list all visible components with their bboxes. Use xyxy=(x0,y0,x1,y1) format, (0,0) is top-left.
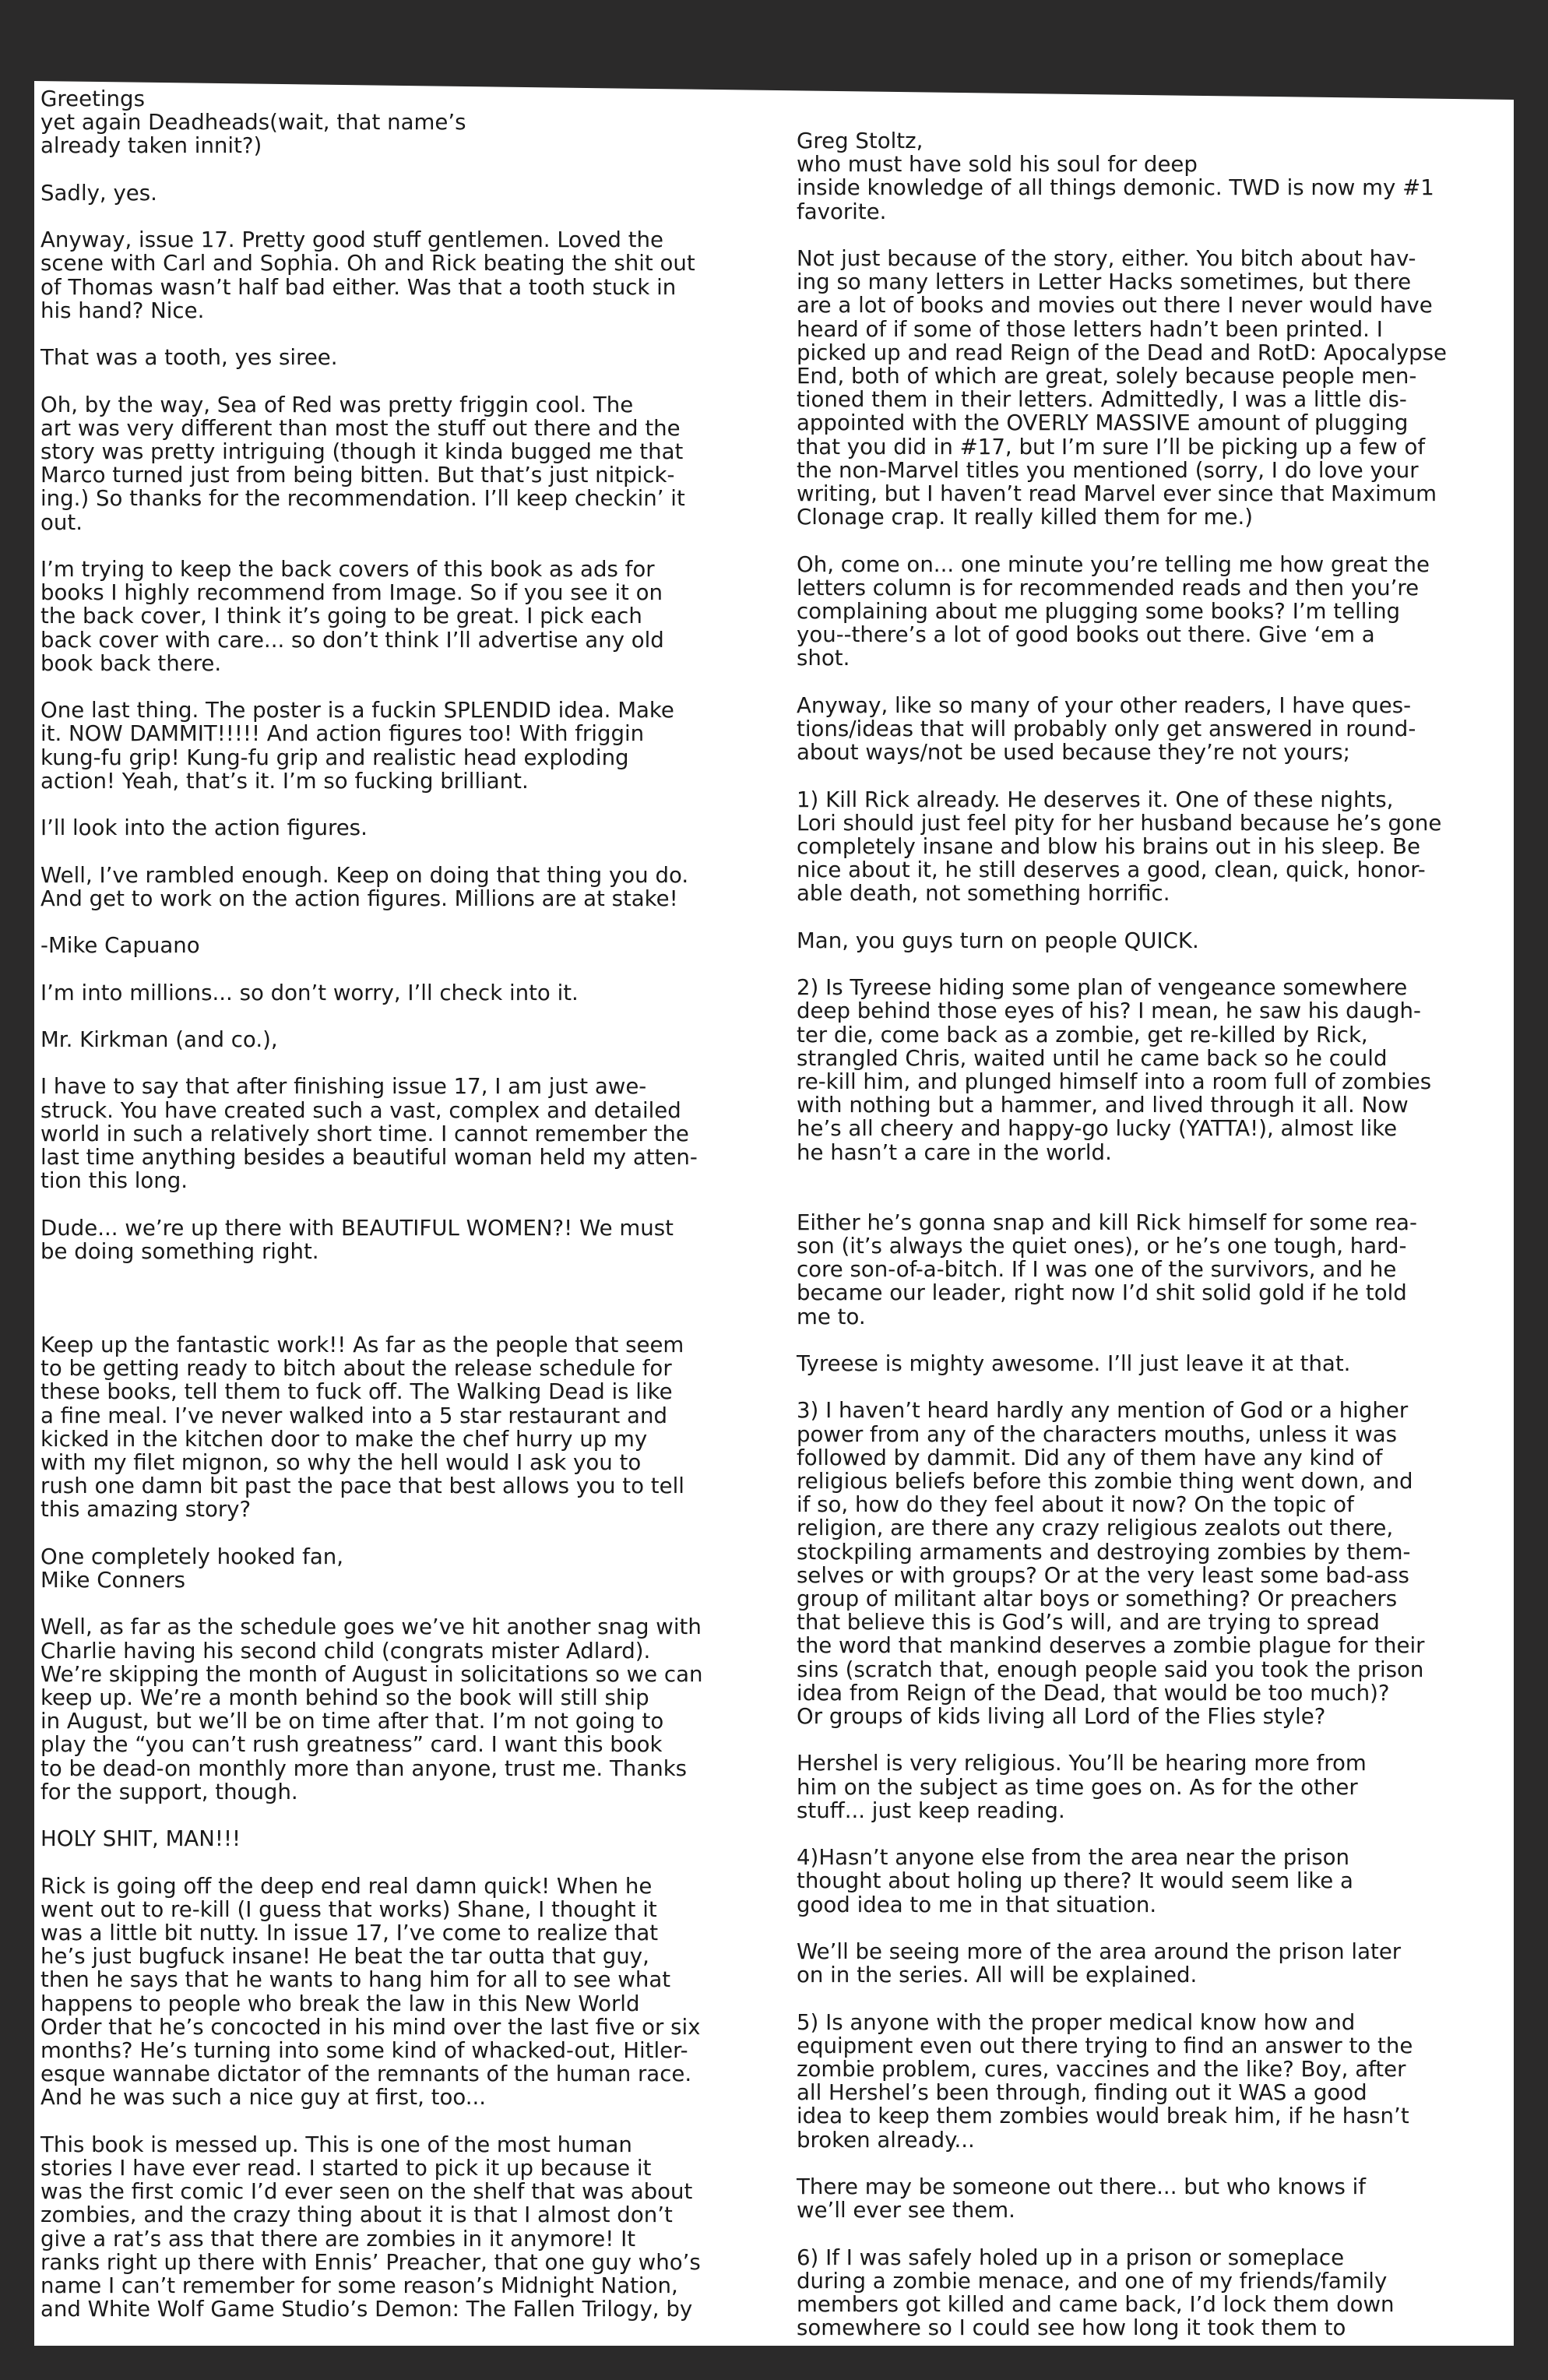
letter-paragraph: One last thing. The poster is a fuckin SPLENDID idea. Make it. NOW DAMMIT!!!!! And action figures too! With friggin kung-fu grip! Kung-fu grip and realistic head exploding action! Yeah, that’s it. I’m so fucking brilliant. xyxy=(40,697,674,794)
editor-reply: There may be someone out there... but who knows if we’ll ever see them. xyxy=(797,2174,1366,2223)
letter-salutation: HOLY SHIT, MAN!!! xyxy=(40,1825,241,1852)
letter-paragraph: Oh, by the way, Sea of Red was pretty friggin cool. The art was very different than most the stuff out there and the story was pretty intriguing (though it kinda bugged me that Marco turned just from being bitten. But that’s just nitpick- ing.) So thanks for the recommendation. I’ll keep checkin’ it out. xyxy=(40,391,685,535)
letter-paragraph: This book is messed up. This is one of the most human stories I have ever read. I started to pick it up because it was the first comic I’d ever seen on the shelf that was about zombies, and the crazy thing about it is that I almost don’t give a rat’s ass that there are zombies in it anymore! It ranks right up there with Ennis’ Preacher, that one guy who’s name I can’t remember for some reason’s Midnight Nation, and White Wolf Game Studio’s Demon: The Fallen Trilogy, by xyxy=(40,2131,701,2322)
editor-reply: Dude... we’re up there with BEAUTIFUL WOMEN?! We must be doing something right. xyxy=(40,1214,674,1264)
letter-paragraph: Rick is going off the deep end real damn quick! When he went out to re-kill (I guess that works) Shane, I thought it was a little bit nutty. In issue 17, I’ve come to realize that he’s just bugfuck insane! He beat the tar outta that guy, then he says that he wants to hang him for all to see what happens to people who break the law in this New World Order that he’s concocted in his mind over the last five or six months? He’s turning into some kind of whacked-out, Hitler- esque wannabe dictator of the remnants of the human race. And he was such a nice guy at first, too... xyxy=(40,1872,701,2111)
letter-paragraph: Either he’s gonna snap and kill Rick himself for some rea- son (it’s always the quiet ones), or he’s one tough, hard- core son-of-a-bitch. If I was one of the survivors, and he became our leader, right now I’d shit solid gold if he told me to. xyxy=(797,1209,1417,1329)
letter-paragraph: Anyway, issue 17. Pretty good stuff gentlemen. Loved the scene with Carl and Sophia. Oh and Rick beating the shit out of Thomas wasn’t half bad either. Was that a tooth stuck in his hand? Nice. xyxy=(40,227,695,323)
editor-reply: Tyreese is mighty awesome. I’ll just leave it at that. xyxy=(797,1350,1351,1377)
editor-reply: That was a tooth, yes siree. xyxy=(40,344,338,371)
editor-reply: Hershel is very religious. You’ll be hearing more from him on the subject as time goes on. As for the other stuff... just keep reading. xyxy=(797,1750,1367,1823)
letter-signature: -Mike Capuano xyxy=(40,932,200,959)
editor-reply: I’ll look into the action figures. xyxy=(40,815,368,841)
letter-paragraph: 6) If I was safely holed up in a prison or someplace during a zombie menace, and one of my friends/family members got killed and came back, I’d lock them down somewhere so I could see how long it took them to xyxy=(797,2244,1395,2341)
letter-paragraph: Keep up the fantastic work!! As far as the people that seem to be getting ready to bitch about the release schedule for these books, tell them to fuck off. The Walking Dead is like a fine meal. I’ve never walked into a 5 star restaurant and kicked in the kitchen door to make the chef hurry up my with my filet mignon, so why the hell would I ask you to rush one damn bit past the pace that best allows you to tell this amazing story? xyxy=(40,1331,684,1523)
editor-reply: Well, as far as the schedule goes we’ve hit another snag with Charlie having his second child (congrats mister Adlard). We’re skipping the month of August in solicitations so we can keep up. We’re a month behind so the book will still ship in August, but we’ll be on time after that. I’m not going to play the “you can’t rush greatness” card. I want this book to be dead-on monthly more than anyone, trust me. Thanks for the support, though. xyxy=(40,1614,703,1804)
right-column xyxy=(797,129,1500,2340)
letter-paragraph: Greetings yet again Deadheads(wait, that name’s already taken innit?) xyxy=(40,86,466,159)
letter-paragraph: Greg Stoltz, who must have sold his soul for deep inside knowledge of all things demonic. TWD is now my #1 favorite. xyxy=(797,128,1434,224)
letter-paragraph: 1) Kill Rick already. He deserves it. One of these nights, Lori should just feel pity for her husband because he’s gone completely insane and blow his brains out in his sleep. Be nice about it, he still deserves a good, clean, quick, honor- able death, not something horrific. xyxy=(797,786,1442,907)
letter-signature: One completely hooked fan, Mike Conners xyxy=(40,1543,344,1593)
letter-paragraph: 2) Is Tyreese hiding some plan of vengeance somewhere deep behind those eyes of his? I mean, he saw his daugh- ter die, come back as a zombie, get re-killed by Rick, strangled Chris, waited until he came back so he could re-kill him, and plunged himself into a room full of zombies with nothing but a hammer, and lived through it all. Now he’s all cheery and happy-go lucky (YATTA!), almost like he hasn’t a care in the world. xyxy=(797,974,1432,1165)
left-column xyxy=(40,87,769,2321)
letter-paragraph: 4)Hasn’t anyone else from the area near the prison thought about holing up there? It would seem like a good idea to me in that situation. xyxy=(797,1844,1353,1917)
editor-reply: I’m into millions... so don’t worry, I’ll check into it. xyxy=(40,979,579,1005)
editor-reply: Man, you guys turn on people QUICK. xyxy=(797,927,1199,953)
letter-paragraph: Not just because of the story, either. You bitch about hav- ing so many letters in Letter Hacks sometimes, but there are a lot of books and movies out there I never would have heard of if some of those letters hadn’t been printed. I picked up and read Reign of the Dead and RotD: Apocalypse End, both of which are great, solely because people men- tioned them in their letters. Admittedly, I was a little dis- appointed with the OVERLY MASSIVE amount of plugging that you did in #17, but I’m sure I’ll be picking up a few of the non-Marvel titles you mentioned (sorry, I do love your writing, but I haven’t read Marvel ever since that Maximum Clonage crap. It really killed them for me.) xyxy=(797,245,1448,530)
letter-paragraph: I have to say that after finishing issue 17, I am just awe- struck. You have created such a vast, complex and detailed world in such a relatively short time. I cannot remember the last time anything besides a beautiful woman held my atten- tion this long. xyxy=(40,1073,698,1194)
editor-reply: Sadly, yes. xyxy=(40,179,157,206)
letter-paragraph: Well, I’ve rambled enough. Keep on doing that thing you do. And get to work on the action figures. Millions are at stake! xyxy=(40,861,689,911)
editor-reply: I’m trying to keep the back covers of this book as ads for books I highly recommend from Image. So if you see it on the back cover, I think it’s going to be great. I pick each back cover with care... so don’t think I’ll advertise any old book back there. xyxy=(40,555,664,676)
letter-salutation: Mr. Kirkman (and co.), xyxy=(40,1026,278,1052)
letter-paragraph: 5) Is anyone with the proper medical know how and equipment even out there trying to find an answer to the zombie problem, cures, vaccines and the like? Boy, after all Hershel’s been through, finding out it WAS a good idea to keep them zombies would break him, if he hasn’t broken already... xyxy=(797,2009,1413,2153)
editor-reply: Oh, come on... one minute you’re telling me how great the letters column is for recommended reads and then you’re complaining about me plugging some books? I’m telling you--there’s a lot of good books out there. Give ‘em a shot. xyxy=(797,551,1430,671)
editor-reply: We’ll be seeing more of the area around the prison later on in the series. All will be explained. xyxy=(797,1938,1402,1988)
letter-paragraph: Anyway, like so many of your other readers, I have ques- tions/ideas that will probably only get answered in round- about ways/not be used because they’re not yours; xyxy=(797,692,1416,766)
letter-paragraph: 3) I haven’t heard hardly any mention of God or a higher power from any of the characters mouths, unless it was followed by dammit. Did any of them have any kind of religious beliefs before this zombie thing went down, and if so, how do they feel about it now? On the topic of religion, are there any crazy religious zealots out there, stockpiling armaments and destroying zombies by them- selves or with groups? Or at the very least some bad-ass group of militant altar boys or something? Or preachers that believe this is God’s will, and are trying to spread the word that mankind deserves a zombie plague for their sins (scratch that, enough people said you took the prison idea from Reign of the Dead, that would be too much)? Or groups of kids living all Lord of the Flies style? xyxy=(797,1397,1425,1730)
